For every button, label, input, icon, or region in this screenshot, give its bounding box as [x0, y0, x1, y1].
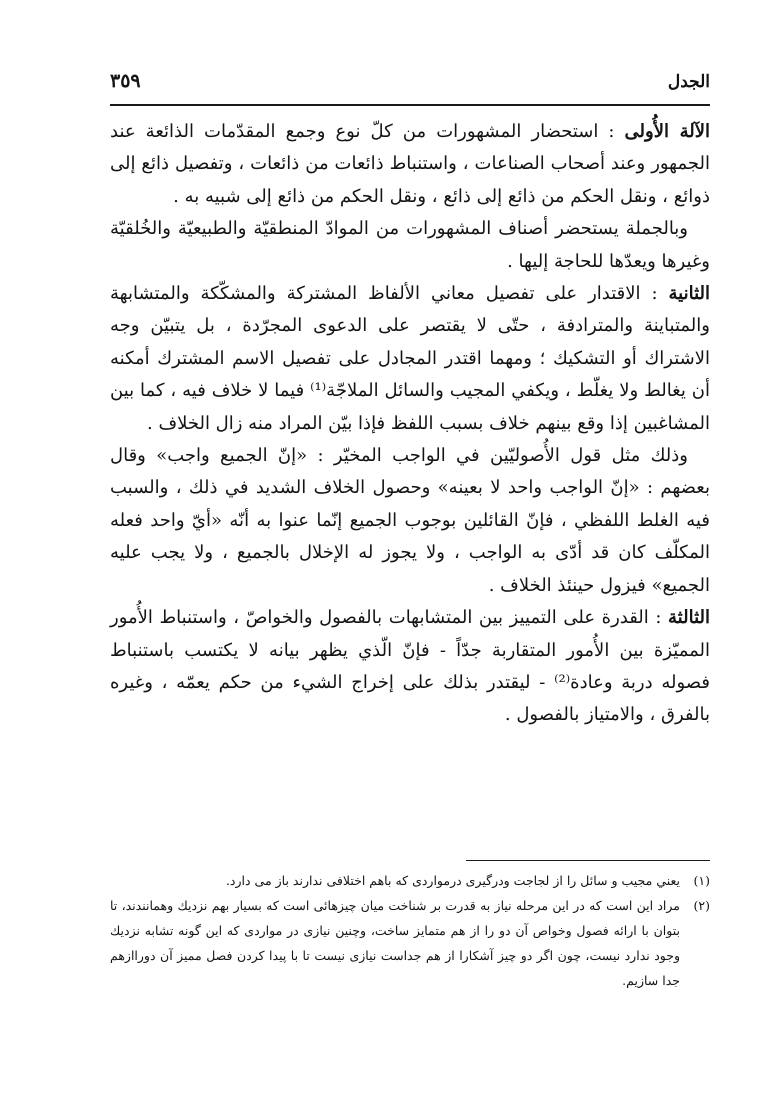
footnotes — [110, 868, 710, 993]
header-rule — [110, 104, 710, 106]
paragraph-third-tool — [110, 602, 710, 732]
paragraph-summary — [110, 213, 710, 278]
paragraph-lead: الثالثة — [668, 607, 710, 629]
footnote — [110, 893, 710, 993]
paragraph-second-tool — [110, 278, 710, 440]
paragraph-text: وبالجملة يستحضر أصناف المشهورات من الموادّ المنطقيّة والطبيعيّة والخُلقيّة وغيرها ويعدّها للحاجة إليها . — [110, 218, 710, 272]
footnote-text: يعني مجيب و سائل را از لجاجت ودرگيرى درمواردى كه باهم اختلافى ندارند باز مى دارد. — [225, 873, 680, 888]
footnote — [110, 868, 710, 893]
footnote-mark: (١) — [693, 873, 710, 888]
footnote-text: مراد اين است كه در اين مرحله نياز به قدرت بر شناخت ميان چيزهائى است كه بسيار بهم نزديك وهمانندند، تا بتوان با ارائه فصول وخواص آن دو را از هم متمايز ساخت، وچنين نيازى در مواردى كه اين گونه تشابه نزديك وجود ندارد نيست، چون اگر دو چيز آشكارا از هم جداست نيازى نيست تا با پيدا كردن فصل مميز آن دوراازهم جدا سازيم. — [110, 898, 680, 988]
page-header — [110, 68, 710, 102]
main-text — [110, 116, 710, 732]
paragraph-lead: الآلة الأُولى — [624, 121, 710, 142]
paragraph-lead: الثانية — [668, 283, 710, 305]
page-number: ٣٥٩ — [110, 70, 141, 92]
paragraph-text: : القدرة على التمييز بين المتشابهات بالفصول والخواصّ ، واستنباط الأُمور المميّزة بين الأُمور المتقاربة جدّاً - فإنّ الّذي يظهر بيانه لا يكتسب باستنباط فصوله دربة وعادة⁽²⁾ - ليقتدر بذلك على إخراج الشيء من حكم يعمّه ، وغيره بالفرق ، والامتياز بالفصول . — [110, 607, 710, 726]
paragraph-text: : الاقتدار على تفصيل معاني الألفاظ المشتركة والمشكّكة والمتشابهة والمتباينة والمترادفة ، حتّى لا يقتصر على الدعوى المجرّدة ، بل يتبيّن وجه الاشتراك أو التشكيك ؛ ومهما اقتدر المجادل على تفصيل الاسم المشترك أمكنه أن يغالط ولا يغلّط ، ويكفي المجيب والسائل الملاجّة⁽¹⁾ فيما لا خلاف فيه ، كما بين المشاغبين إذا وقع بينهم خلاف بسبب اللفظ فإذا بيّن المراد منه زال الخلاف . — [110, 283, 710, 434]
paragraph-first-tool — [110, 116, 710, 213]
footnote-mark: (٢) — [693, 898, 710, 913]
paragraph-text: : استحضار المشهورات من كلّ نوع وجمع المقدّمات الذائعة عند الجمهور وعند أصحاب الصناعات ، واستنباط ذائعات من ذائعات ، وتفصيل ذائع إلى ذوائع ، ونقل الحكم من ذائع إلى ذائع ، ونقل الحكم من ذائع إلى شبيه به . — [110, 121, 710, 207]
footnote-rule — [466, 860, 710, 861]
running-title: الجدل — [667, 72, 710, 92]
paragraph-text: وذلك مثل قول الأُصوليّين في الواجب المخيّر : «إنّ الجميع واجب» وقال بعضهم : «إنّ الواجب واحد لا بعينه» وحصول الخلاف الشديد في ذلك ، والسبب فيه الغلط اللفظي ، فإنّ القائلين بوجوب الجميع إنّما عنوا به أنّه «أيّ واحد فعله المكلّف كان قد أدّى به الواجب ، ولا يجوز له الإخلال بالجميع ، ولا يجب عليه الجميع» فيزول حينئذ الخلاف . — [110, 445, 710, 596]
paragraph-example — [110, 440, 710, 602]
